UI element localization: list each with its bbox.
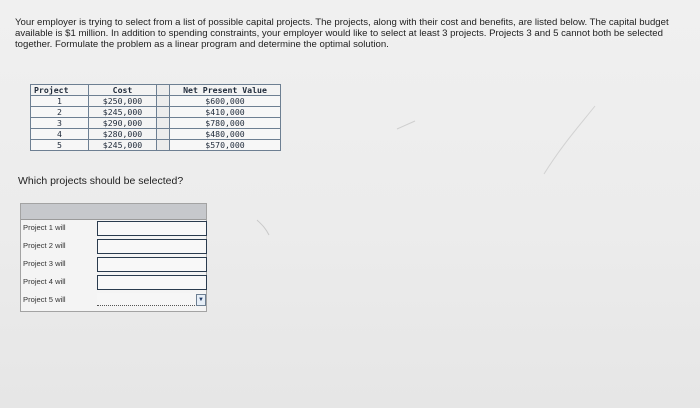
table-row: [31, 129, 281, 140]
answer-label: Project 4 will: [23, 277, 66, 286]
answer-label: Project 3 will: [23, 259, 66, 268]
cell-npv: $600,000: [170, 96, 281, 107]
projects-table: [30, 84, 281, 151]
cell-project: 5: [31, 140, 89, 151]
table-row: [31, 107, 281, 118]
table-row: [31, 118, 281, 129]
column-gap: [157, 107, 170, 118]
pen-mark-icon: [255, 218, 275, 238]
cell-project: 1: [31, 96, 89, 107]
header-cost: Cost: [89, 85, 157, 96]
answer-row-project-1: [21, 221, 206, 236]
question-text: Which projects should be selected?: [18, 175, 184, 187]
answer-label: Project 5 will: [23, 295, 66, 304]
cell-npv: $480,000: [170, 129, 281, 140]
column-gap: [157, 85, 170, 96]
cell-npv: $570,000: [170, 140, 281, 151]
table-row: [31, 140, 281, 151]
answer-label: Project 1 will: [23, 223, 66, 232]
column-gap: [157, 118, 170, 129]
header-npv: Net Present Value: [170, 85, 281, 96]
problem-statement: Your employer is trying to select from a list of possible capital projects. The projects, along with their cost and benefits, are listed below. The capital budget available is $1 million. In addition to spending constraints, your employer would like to select at least 3 projects. Projects 3 and 5 cannot both be selected together. Formulate the problem as a linear program and determine the optimal solution.: [15, 17, 669, 50]
table-row: [31, 96, 281, 107]
cell-project: 2: [31, 107, 89, 118]
answer-row-project-3: [21, 257, 206, 272]
column-gap: [157, 140, 170, 151]
cell-cost: $245,000: [89, 140, 157, 151]
column-gap: [157, 96, 170, 107]
table-header-row: [31, 85, 281, 96]
answer-input-project-1[interactable]: [97, 221, 207, 236]
answer-input-project-2[interactable]: [97, 239, 207, 254]
header-project: Project: [31, 85, 89, 96]
answer-row-project-5: [21, 293, 206, 308]
cell-cost: $290,000: [89, 118, 157, 129]
pen-mark-icon: [540, 100, 600, 180]
cell-cost: $250,000: [89, 96, 157, 107]
answer-label: Project 2 will: [23, 241, 66, 250]
cell-npv: $410,000: [170, 107, 281, 118]
chevron-down-icon[interactable]: ▼: [196, 294, 206, 306]
column-gap: [157, 129, 170, 140]
cell-cost: $280,000: [89, 129, 157, 140]
answer-input-project-4[interactable]: [97, 275, 207, 290]
cell-npv: $780,000: [170, 118, 281, 129]
cell-cost: $245,000: [89, 107, 157, 118]
answer-row-project-4: [21, 275, 206, 290]
answer-dropdown-project-5[interactable]: [97, 293, 205, 306]
cell-project: 4: [31, 129, 89, 140]
answer-grid-header: [21, 204, 206, 220]
pen-mark-icon: [395, 118, 419, 132]
answer-grid: [20, 203, 207, 312]
answer-row-project-2: [21, 239, 206, 254]
cell-project: 3: [31, 118, 89, 129]
answer-input-project-3[interactable]: [97, 257, 207, 272]
